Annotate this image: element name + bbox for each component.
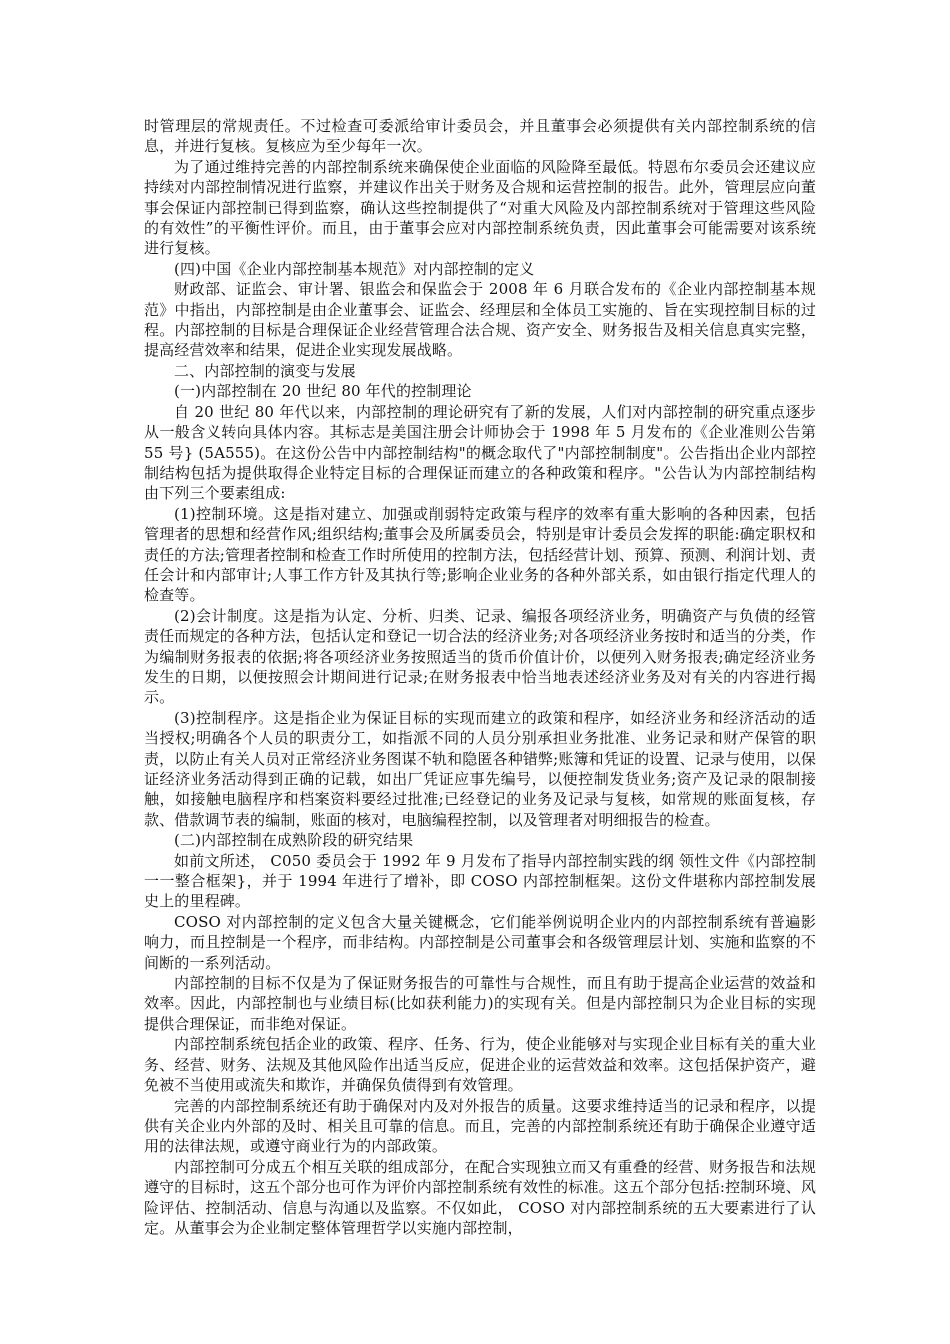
paragraph-7: 内部控制的目标不仅是为了保证财务报告的可靠性与合规性，而且有助于提高企业运营的效益和效率。因此，内部控制也与业绩目标(比如获利能力)的实现有关。但是内部控制只为企业目标的实现提供合理保证，而非绝对保证。 bbox=[144, 974, 816, 1033]
paragraph-3: 财政部、证监会、审计署、银监会和保监会于 2008 年 6 月联合发布的《企业内部控制基本规范》中指出，内部控制是由企业董事会、证监会、经理层和全体员工实施的、旨在实现控制目标的过程。内部控制的目标是合理保证企业经营管理合法合规、资产安全、财务报告及相关信息真实完整，提高经营效率和结果，促进企业实现发展战略。 bbox=[144, 280, 816, 360]
paragraph-2: 为了通过维持完善的内部控制系统来确保使企业面临的风险降至最低。特恩布尔委员会还建议应持续对内部控制情况进行监察，并建议作出关于财务及合规和运营控制的报告。此外，管理层应向董事会保证内部控制已得到监察，确认这些控制提供了“对重大风险及内部控制系统对于管理这些风险的有效性”的平衡性评价。而且，由于董事会应对内部控制系统负责，因此董事会可能需要对该系统进行复核。 bbox=[144, 157, 816, 258]
paragraph-6: COSO 对内部控制的定义包含大量关键概念，它们能举例说明企业内的内部控制系统有普遍影响力，而且控制是一个程序，而非结构。内部控制是公司董事会和各级管理层计划、实施和监察的不间断的一系列活动。 bbox=[144, 912, 816, 972]
list-item-accounting-system: (2)会计制度。这是指为认定、分析、归类、记录、编报各项经济业务，明确资产与负债的经管责任而规定的各种方法，包括认定和登记一切合法的经济业务;对各项经济业务按时和适当的分类，作为编制财务报表的依据;将各项经济业务按照适当的货币价值计价，以便列入财务报表;确定经济业务发生的日期，以便按照会计期间进行记录;在财务报表中恰当地表述经济业务及对有关的内容进行揭示。 bbox=[144, 606, 816, 707]
document-body bbox=[144, 116, 816, 1238]
list-item-control-procedures: (3)控制程序。这是指企业为保证目标的实现而建立的政策和程序，如经济业务和经济活动的适当授权;明确各个人员的职责分工，如指派不同的人员分别承担业务批准、业务记录和财产保管的职责，以防止有关人员对正常经济业务图谋不轨和隐匿各种错弊;账簿和凭证的设置、记录与使用，以保证经济业务活动得到正确的记载，如出厂凭证应事先编号，以便控制发货业务;资产及记录的限制接触，如接触电脑程序和档案资料要经过批准;已经登记的业务及记录与复核，如常规的账面复核，存款、借款调节表的编制，账面的核对，电脑编程控制，以及管理者对明细报告的检查。 bbox=[144, 708, 816, 829]
section-heading-4: (四)中国《企业内部控制基本规范》对内部控制的定义 bbox=[174, 259, 535, 278]
paragraph-5: 如前文所述， C050 委员会于 1992 年 9 月发布了指导内部控制实践的纲 领性文件《内部控制一一整合框架}，并于 1994 年进行了增补，即 COSO 内部控制框架。这份文件堪称内部控制发展史上的里程碑。 bbox=[144, 851, 816, 911]
section-heading-1: (一)内部控制在 20 世纪 80 年代的控制理论 bbox=[174, 382, 472, 401]
paragraph-9: 完善的内部控制系统还有助于确保对内及对外报告的质量。这要求维持适当的记录和程序，以提供有关企业内外部的及时、相关且可靠的信息。而且，完善的内部控制系统还有助于确保企业遵守适用的法律法规，或遵守商业行为的内部政策。 bbox=[144, 1096, 816, 1156]
list-item-control-environment: (1)控制环境。这是指对建立、加强或削弱特定政策与程序的效率有重大影响的各种因素，包括管理者的思想和经营作风;组织结构;董事会及所属委员会，特别是审计委员会发挥的职能:确定职权和责任的方法;管理者控制和检查工作时所使用的控制方法，包括经营计划、预算、预测、利润计划、责任会计和内部审计;人事工作方针及其执行等;影响企业业务的各种外部关系，如由银行指定代理人的检查等。 bbox=[144, 504, 816, 605]
paragraph-8: 内部控制系统包括企业的政策、程序、任务、行为，使企业能够对与实现企业目标有关的重大业务、经营、财务、法规及其他风险作出适当反应，促进企业的运营效益和效率。这包括保护资产，避免被不当使用或流失和欺诈，并确保负债得到有效管理。 bbox=[144, 1035, 816, 1095]
chapter-heading-2: 二、内部控制的演变与发展 bbox=[174, 361, 356, 380]
paragraph-1: 时管理层的常规责任。不过检查可委派给审计委员会，并且董事会必须提供有关内部控制系统的信息，并进行复核。复核应为至少每年一次。 bbox=[144, 117, 816, 156]
paragraph-4: 自 20 世纪 80 年代以来，内部控制的理论研究有了新的发展，人们对内部控制的研究重点逐步从一般含义转向具体内容。其标志是美国注册会计师协会于 1998 年 5 月发布的《企业准则公告第 55 号} (5A555)。在这份公告中内部控制结构"的概念取代了"内部控制制度"。公告指出企业内部控制结构包括为提供取得企业特定目标的合理保证而建立的各种政策和程序。"公告认为内部控制结构由下列三个要素组成: bbox=[144, 402, 816, 503]
paragraph-10: 内部控制可分成五个相互关联的组成部分，在配合实现独立而又有重叠的经营、财务报告和法规遵守的目标时，这五个部分也可作为评价内部控制系统有效性的标准。这五个部分包括:控制环境、风险评估、控制活动、信息与沟通以及监察。不仅如此， COSO 对内部控制系统的五大要素进行了认定。从董事会为企业制定整体管理哲学以实施内部控制， bbox=[144, 1157, 816, 1237]
section-heading-2: (二)内部控制在成熟阶段的研究结果 bbox=[174, 831, 414, 850]
